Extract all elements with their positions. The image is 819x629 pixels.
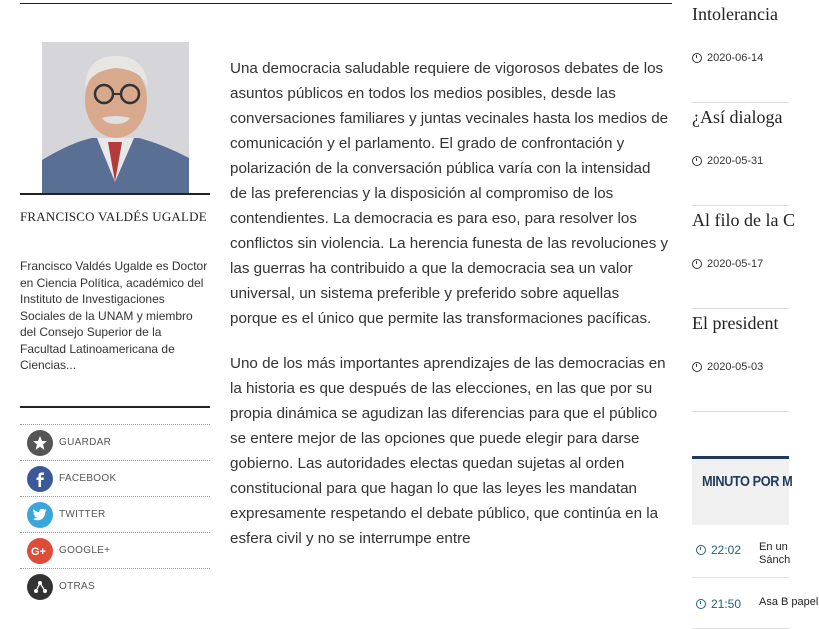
- news-time: [696, 597, 741, 611]
- author-photo: [42, 42, 189, 193]
- related-article[interactable]: [692, 309, 789, 412]
- facebook-icon: [27, 466, 53, 492]
- related-article-date: [692, 155, 763, 167]
- author-bio: Francisco Valdés Ugalde es Doctor en Ciencia Política, académico del Instituto de Investigaciones Sociales de la UNAM y miembro del Consejo Superior de la Facultad Latinoamericana de Ciencias...: [20, 259, 208, 372]
- author-divider: [20, 193, 210, 195]
- share-list: [20, 424, 210, 604]
- related-date-text: 2020-05-03: [707, 361, 764, 373]
- news-time: [696, 543, 741, 557]
- share-save-label: GUARDAR: [59, 437, 112, 448]
- related-article-title[interactable]: ¿Así dialoga: [692, 107, 783, 127]
- related-date-text: 2020-05-31: [707, 155, 764, 167]
- minuto-header: [692, 459, 793, 525]
- article-body: [230, 56, 670, 571]
- related-articles: [692, 0, 795, 412]
- news-text[interactable]: En un Sánch: [759, 541, 791, 566]
- related-article-date: [692, 258, 763, 270]
- share-google-plus-label: GOOGLE+: [59, 545, 111, 556]
- related-article-title[interactable]: Intolerancia: [692, 4, 778, 24]
- related-date-text: 2020-05-17: [707, 258, 764, 270]
- google-plus-icon: [27, 538, 53, 564]
- bio-divider: [20, 406, 210, 408]
- clock-icon: [692, 53, 702, 63]
- share-facebook-label: FACEBOOK: [59, 473, 117, 484]
- related-article-date: [692, 361, 763, 373]
- related-article-date: [692, 52, 763, 64]
- star-icon: [27, 430, 53, 456]
- news-item[interactable]: [692, 541, 789, 578]
- clock-icon: [692, 259, 702, 269]
- share-other-label: OTRAS: [59, 581, 95, 592]
- news-time-text: 21:50: [711, 597, 742, 611]
- related-article[interactable]: [692, 0, 789, 103]
- author-name[interactable]: FRANCISCO VALDÉS UGALDE: [20, 209, 207, 224]
- share-facebook-button[interactable]: [20, 460, 210, 496]
- top-divider: [20, 0, 672, 4]
- related-article[interactable]: [692, 206, 795, 309]
- clock-icon: [692, 156, 702, 166]
- share-google-plus-button[interactable]: [20, 532, 210, 568]
- share-twitter-button[interactable]: [20, 496, 210, 532]
- article-paragraph: Uno de los más importantes aprendizajes de las democracias en la historia es que después de las elecciones, en las que por su propia dinámica se agudizan las diferencias para que el público se entere mejor de las opciones que puede elegir para darse gobierno. Las autoridades electas quedan sujetas al orden constitucional para que hagan lo que las leyes les mandatan expresamente respetando el debate público, que continúa en la esfera civil y no se interrumpe entre: [230, 355, 666, 547]
- news-text[interactable]: Asa B papel: [759, 596, 819, 608]
- clock-icon: [696, 545, 706, 555]
- twitter-icon: [27, 502, 53, 528]
- svg-text:G+: G+: [31, 545, 46, 558]
- news-item[interactable]: [692, 592, 819, 629]
- related-date-text: 2020-06-14: [707, 52, 764, 64]
- article-paragraph: Una democracia saludable requiere de vigorosos debates de los asuntos públicos en todos los medios posibles, desde las conversaciones familiares y juntas vecinales hasta los medios de comunicación y el parlamento. El grado de confrontación y polarización de la conversación pública varía con la intensidad de las preferencias y la disposición al compromiso de los contendientes. La democracia es para eso, para resolver los conflictos sin violencia. La herencia funesta de las revoluciones y las guerras ha contribuido a que la democracia sea un valor universal, un sistema preferible y preferido sobre aquellas porque es el único que permite las transformaciones pacíficas.: [230, 60, 669, 327]
- share-save-button[interactable]: [20, 424, 210, 460]
- news-time-text: 22:02: [711, 543, 742, 557]
- share-other-button[interactable]: [20, 568, 210, 604]
- clock-icon: [692, 362, 702, 372]
- minuto-title[interactable]: MINUTO POR M: [702, 473, 793, 490]
- related-article-title[interactable]: El president: [692, 313, 779, 333]
- clock-icon: [696, 599, 706, 609]
- related-article-title[interactable]: Al filo de la C: [692, 210, 795, 230]
- share-icon: [27, 574, 53, 600]
- share-twitter-label: TWITTER: [59, 509, 106, 520]
- related-article[interactable]: [692, 103, 789, 206]
